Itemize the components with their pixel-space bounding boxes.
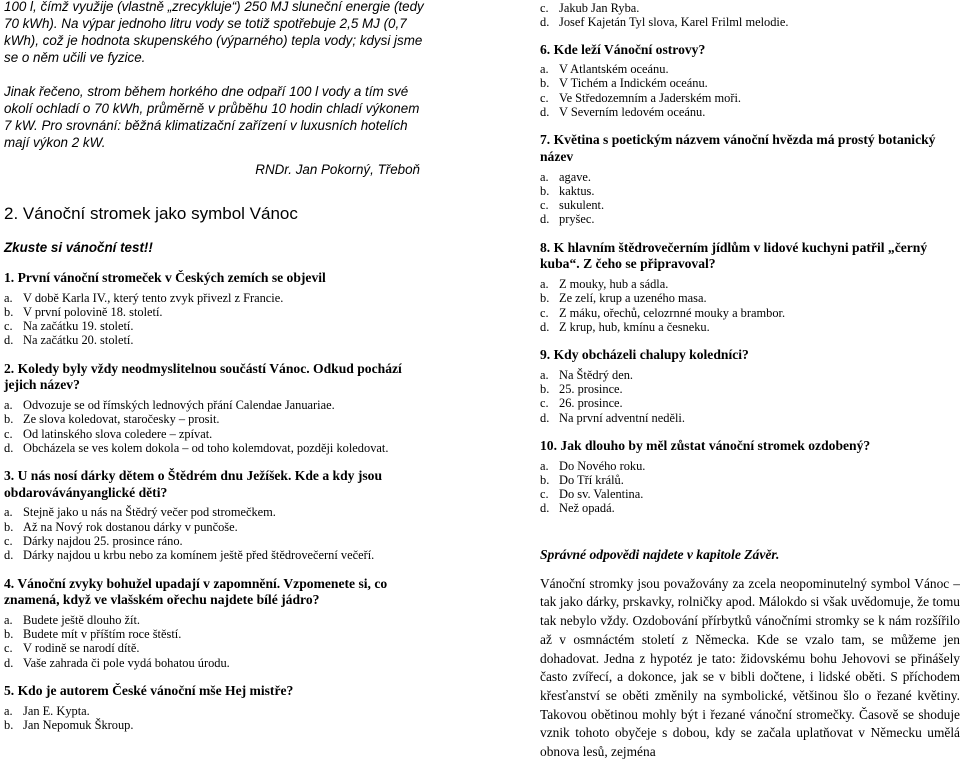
- option: c. Od latinského slova coledere – zpívat.: [4, 426, 213, 441]
- intro-paragraph-1: 100 l, čímž využije (vlastně „zrecykluje“) 250 MJ sluneční energie (tedy 70 kWh). Na výpar jednoho litru vody se totiž spotřebuje 2,5 MJ (0,7 kWh), což je hodnota skupenského (výparného) tepla vody; kdysi jsme se o něm učili ve fyzice.: [4, 0, 424, 65]
- option: b. V první polovině 18. století.: [4, 304, 163, 319]
- option: c. V rodině se narodí dítě.: [4, 641, 140, 656]
- options-list: [540, 368, 960, 425]
- option: d. V Severním ledovém oceánu.: [540, 105, 706, 120]
- option: c. sukulent.: [540, 198, 605, 213]
- option: a. Odvozuje se od římských lednových přání Calendae Januariae.: [4, 397, 335, 412]
- option: b. Jan Nepomuk Škroup.: [4, 717, 134, 732]
- option: a. Do Nového roku.: [540, 458, 646, 473]
- option: c. Dárky najdou 25. prosince ráno.: [4, 533, 183, 548]
- option: a. agave.: [540, 169, 591, 184]
- option: b. V Tichém a Indickém oceánu.: [540, 76, 708, 91]
- option: c. 26. prosince.: [540, 396, 623, 411]
- options-list: [540, 62, 960, 119]
- question-block-8: [540, 240, 960, 334]
- question-block-3: [4, 468, 424, 562]
- option: a. Na Štědrý den.: [540, 367, 633, 382]
- quiz-title: Zkuste si vánoční test!!: [4, 240, 153, 255]
- question-block-7: [540, 132, 960, 226]
- option: a. Budete ještě dlouho žít.: [4, 612, 140, 627]
- question-text: 5. Kdo je autorem České vánoční mše Hej mistře?: [4, 682, 294, 698]
- option: d. Na začátku 20. století.: [4, 333, 134, 348]
- option: c. Ve Středozemním a Jaderském moři.: [540, 90, 742, 105]
- option: b. Ze slova koledovat, staročesky – prosit.: [4, 412, 220, 427]
- answers-note: Správné odpovědi najdete v kapitole Závěr.: [540, 546, 780, 562]
- question-block-2: [4, 361, 424, 455]
- option: b. Ze zelí, krup a uzeného masa.: [540, 291, 707, 306]
- right-column: [540, 0, 960, 762]
- option: b. 25. prosince.: [540, 382, 623, 397]
- question-text: 6. Kde leží Vánoční ostrovy?: [540, 41, 706, 57]
- options-list: [4, 613, 424, 670]
- option: c. Jakub Jan Ryba.: [540, 1, 640, 15]
- option: b. kaktus.: [540, 183, 595, 198]
- options-list: [540, 459, 960, 516]
- option: d. Na první adventní neděli.: [540, 410, 685, 425]
- option: c. Do sv. Valentina.: [540, 487, 644, 502]
- question-block-6: [540, 42, 960, 120]
- options-list: [4, 505, 424, 562]
- option: a. V Atlantském oceánu.: [540, 62, 669, 77]
- question-text: 8. K hlavním štědrovečerním jídlům v lidové kuchyni patřil „černý kuba“. Z čeho se připravoval?: [540, 239, 928, 272]
- option: d. Z krup, hub, kmínu a česneku.: [540, 319, 710, 334]
- option: d. Než opadá.: [540, 501, 615, 516]
- option: c. Z máku, ořechů, celozrnné mouky a brambor.: [540, 305, 786, 320]
- intro-paragraph-2: Jinak řečeno, strom během horkého dne odpaří 100 l vody a tím své okolí ochladí o 70 kWh, průměrně v průběhu 10 hodin chladí výkonem 7 kW. Pro srovnání: běžná klimatizační zařízení v luxusních hotelích mají výkon 2 kW.: [4, 84, 420, 150]
- question-block-4: [4, 576, 424, 670]
- question-text: 3. U nás nosí dárky dětem o Štědrém dnu Ježíšek. Kde a kdy jsou obdarováványanglické děti?: [4, 468, 383, 500]
- option: a. Jan E. Kypta.: [4, 703, 90, 718]
- option: a. Stejně jako u nás na Štědrý večer pod stromečkem.: [4, 505, 276, 520]
- question-block-1: [4, 270, 424, 348]
- option: b. Budete mít v příštím roce štěstí.: [4, 627, 182, 642]
- section-title: 2. Vánoční stromek jako symbol Vánoc: [4, 204, 298, 223]
- option: d. Obcházela se ves kolem dokola – od toho kolemdovat, později koledovat.: [4, 440, 389, 455]
- question-text: 10. Jak dlouho by měl zůstat vánoční stromek ozdobený?: [540, 437, 871, 453]
- option: a. Z mouky, hub a sádla.: [540, 276, 669, 291]
- option: d. Vaše zahrada či pole vydá bohatou úrodu.: [4, 655, 230, 670]
- question-text: 9. Kdy obcházeli chalupy koledníci?: [540, 347, 749, 363]
- continued-options: [540, 1, 960, 30]
- options-list: [4, 704, 424, 733]
- question-text: 2. Koledy byly vždy neodmyslitelnou součástí Vánoc. Odkud pochází jejich název?: [4, 360, 402, 393]
- option: b. Do Tří králů.: [540, 472, 624, 487]
- question-block-5: [4, 683, 424, 732]
- option: d. pryšec.: [540, 212, 595, 227]
- body-paragraph: Vánoční stromky jsou považovány za zcela neopominutelný symbol Vánoc – tak jako dárky, prskavky, rolničky apod. Málokdo si však uvědomuje, že tomu tak nebylo vždy. Ozdobování přírbytků vánočními stromky se k nám rozšířilo až v osmnáctém století z Německa. Kde se vzalo tam, se můžeme jen dohadovat. Jedna z hypotéz je tato: židovskému bohu Jehovovi se přinášely často zvířecí, a dokonce, jak se v bibli dočtene, i lidské oběti. S příchodem křesťanství se oběti změnily na symbolické, většinou šlo o řezané květiny. Takovou obětinou mohly být i řezané vánoční stromečky. Časově se shoduje vznik tohoto obyčeje s dobou, kdy se začala uplatňovat v Německu umělá obnova lesů, zejména: [540, 575, 960, 760]
- option: a. V době Karla IV., který tento zvyk přivezl z Francie.: [4, 290, 284, 305]
- options-list: [4, 291, 424, 348]
- option: d. Josef Kajetán Tyl slova, Karel Frilml melodie.: [540, 15, 789, 30]
- question-block-10: [540, 438, 960, 516]
- options-list: [540, 277, 960, 334]
- option: b. Až na Nový rok dostanou dárky v punčoše.: [4, 519, 238, 534]
- options-list: [4, 398, 424, 455]
- left-column: [4, 0, 424, 732]
- question-text: 4. Vánoční zvyky bohužel upadají v zapomnění. Vzpomenete si, co znamená, když ve vlašském ořechu najdete bílé jádro?: [4, 575, 388, 608]
- author-signature: RNDr. Jan Pokorný, Třeboň: [255, 162, 420, 177]
- options-list: [540, 170, 960, 227]
- option: c. Na začátku 19. století.: [4, 319, 134, 334]
- question-text: 7. Květina s poetickým názvem vánoční hvězda má prostý botanický název: [540, 132, 936, 164]
- option: d. Dárky najdou u krbu nebo za komínem ještě před štědrovečerní večeří.: [4, 548, 375, 563]
- question-text: 1. První vánoční stromeček v Českých zemích se objevil: [4, 270, 326, 285]
- question-block-9: [540, 347, 960, 425]
